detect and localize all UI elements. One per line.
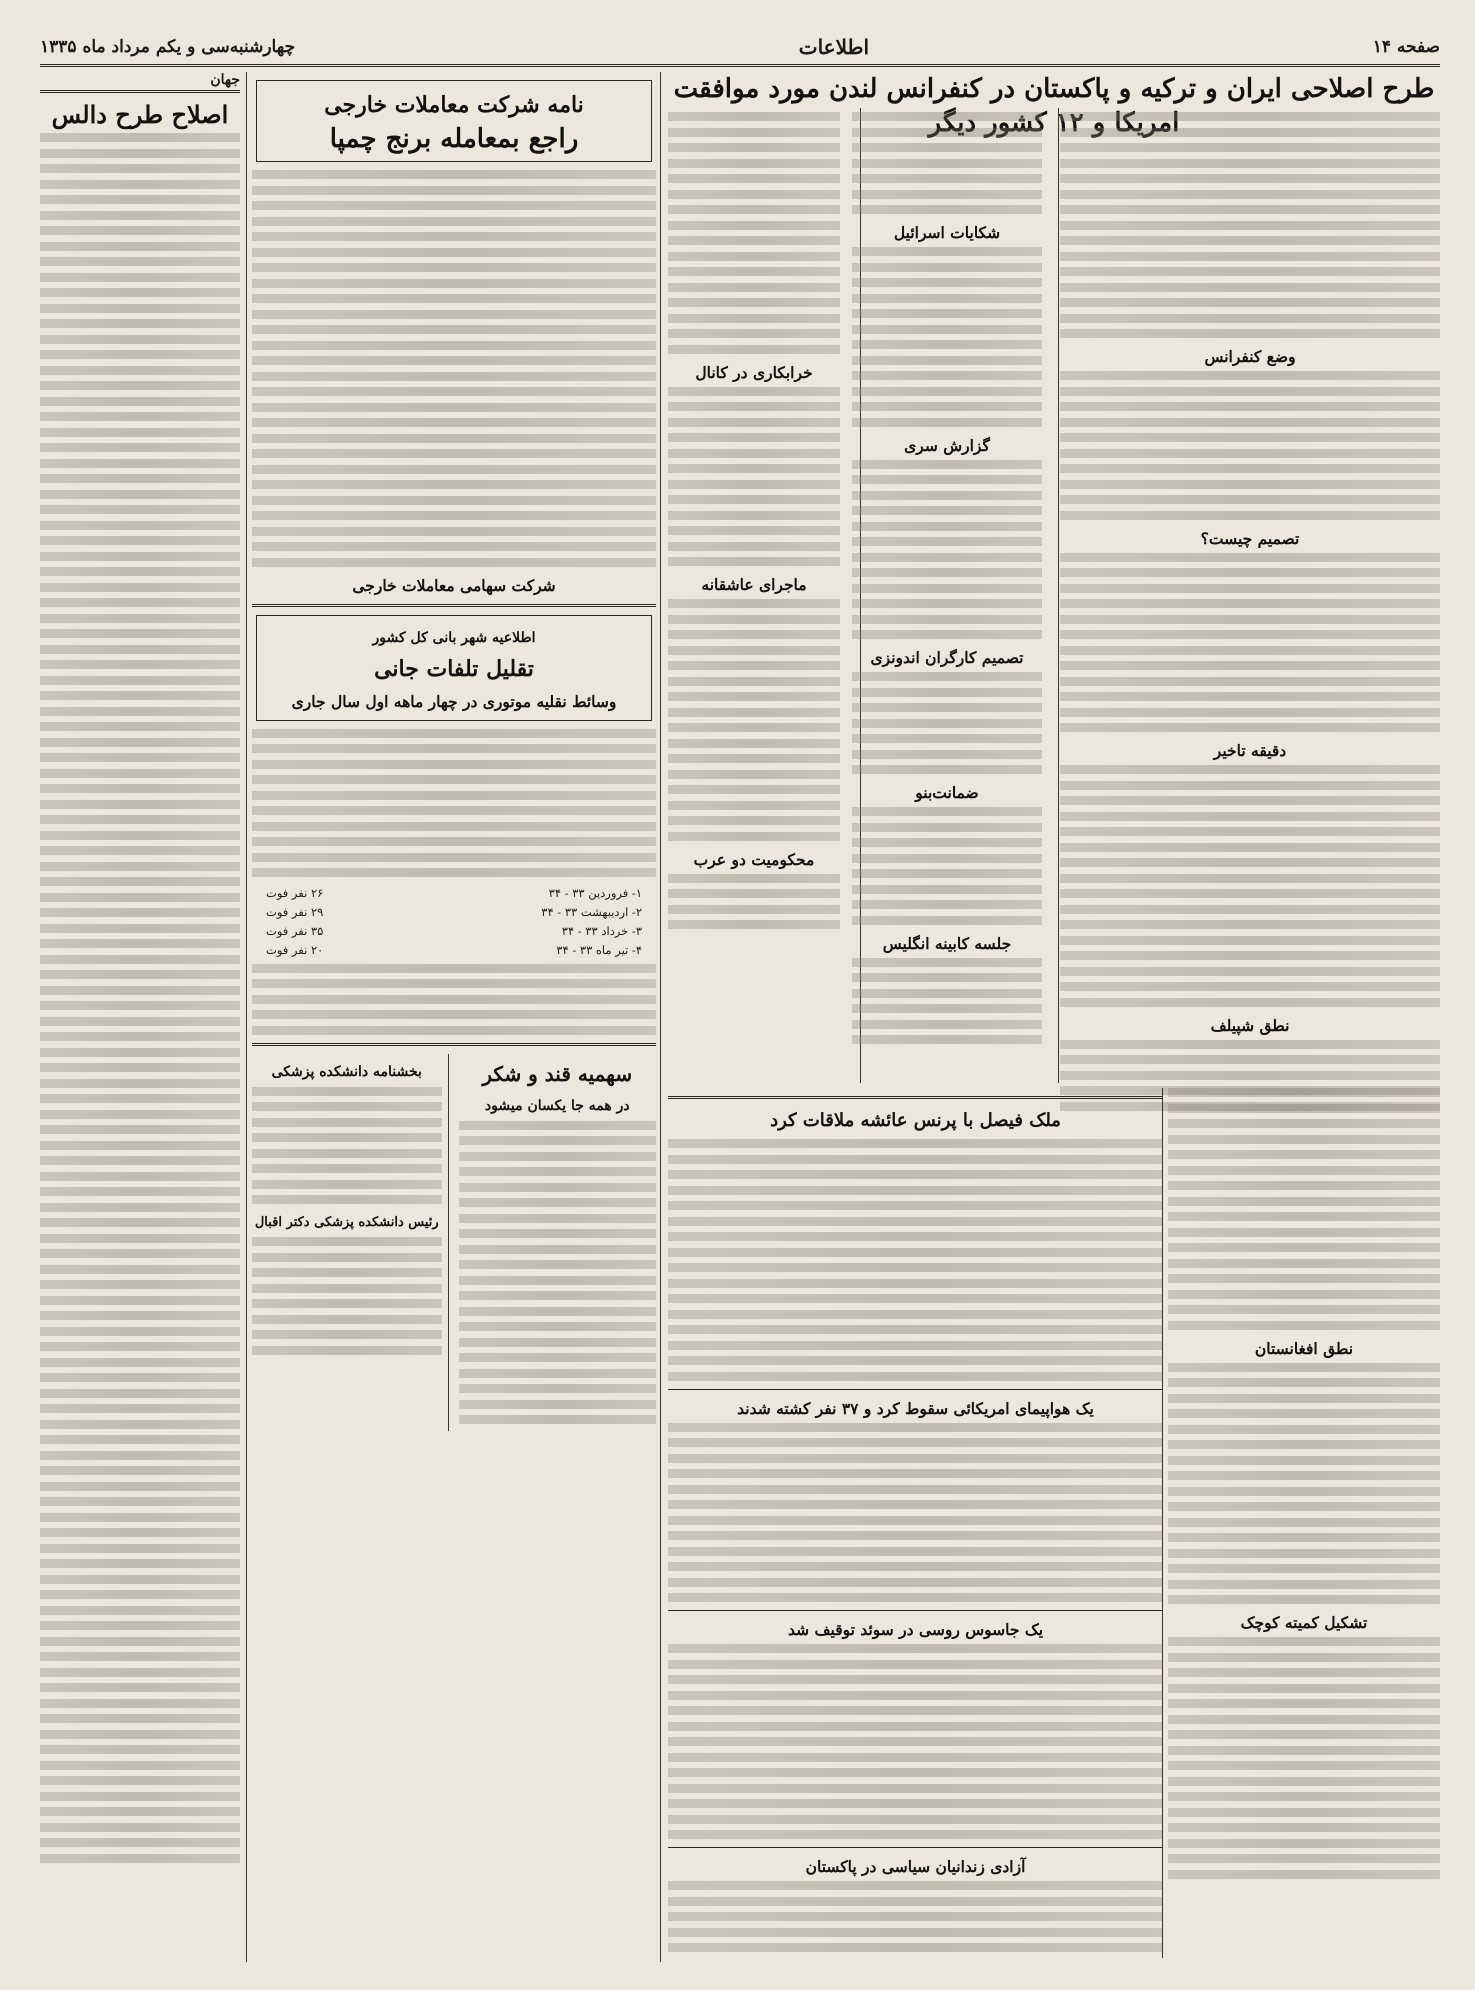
article-body: [459, 1121, 656, 1425]
casualty-headline: تقلیل تلفات جانی: [374, 655, 534, 682]
article-body: [668, 599, 840, 841]
article-body: [40, 133, 240, 1863]
column-rule: [246, 72, 247, 1962]
masthead: [40, 30, 1440, 67]
subhead-indonesia: تصمیم کارگران اندونزی: [870, 648, 1024, 667]
subhead-weak: ضمانت‌بنو: [915, 783, 979, 802]
paper-name: اطلاعات: [798, 35, 870, 59]
stat-label: ۲- اردیبهشت ۳۳ - ۳۴: [541, 904, 642, 919]
article-body: [1060, 553, 1440, 733]
sugar-headline-b: در همه جا یکسان میشود: [484, 1097, 630, 1114]
article-body: [1168, 1637, 1440, 1879]
news-block-lower: [668, 1088, 1163, 1958]
plane-headline: یک هواپیمای امریکائی سقوط کرد و ۳۷ نفر کشته شدند: [737, 1398, 1094, 1418]
article-body: [852, 247, 1042, 427]
spy-headline: یک جاسوس روسی در سوئد توقیف شد: [787, 1620, 1044, 1639]
article-body: [1168, 1088, 1440, 1330]
subhead-canal-ops: خرابکاری در کانال: [695, 362, 813, 382]
article-body: [252, 729, 656, 878]
subhead-committee: تشکیل کمیته کوچک: [1240, 1613, 1368, 1632]
foreign-trade-headline-a: نامه شرکت معاملات خارجی: [324, 92, 584, 118]
subhead-delay: دقیقه تاخیر: [1213, 741, 1287, 760]
foreign-trade-box: [256, 80, 652, 162]
left-column: [40, 72, 240, 1962]
stat-deaths: ۲۶ نفر فوت: [266, 885, 324, 900]
page-label: صفحه ۱۴: [1372, 37, 1440, 57]
column-rule: [660, 72, 661, 1962]
subhead-decision: تصمیم چیست؟: [1200, 528, 1300, 548]
article-body: [852, 460, 1042, 640]
world-section-label: جهان: [210, 72, 240, 88]
faisal-headline: ملک فیصل با پرنس عائشه ملاقات کرد: [770, 1110, 1061, 1131]
article-body: [1060, 112, 1440, 338]
article-body: [1168, 1363, 1440, 1605]
traffic-box: [256, 615, 652, 721]
dulles-headline: اصلاح طرح دالس: [51, 100, 229, 129]
main-headline: طرح اصلاحی ایران و ترکیه و پاکستان در کنفرانس لندن مورد موافقت امریکا و ۱۲ کشور دیگر: [673, 74, 1435, 138]
main-column-middle: [852, 112, 1042, 1112]
pakistan-headline: آزادی زندانیان سیاسی در پاکستان: [805, 1857, 1026, 1876]
article-body: [852, 807, 1042, 925]
stat-deaths: ۲۹ نفر فوت: [266, 904, 324, 919]
stat-deaths: ۳۵ نفر فوت: [266, 923, 324, 938]
monthly-stats: [252, 884, 656, 960]
subhead-afghan: نطق افغانستان: [1254, 1338, 1354, 1358]
news-block-lower-right: [1168, 1088, 1440, 1958]
article-body: [852, 958, 1042, 1045]
article-body: [668, 387, 840, 567]
stat-label: ۴- تیر ماه ۳۳ - ۳۴: [556, 942, 642, 957]
foreign-trade-co: شرکت سهامی معاملات خارجی: [352, 575, 556, 595]
stat-row: [252, 922, 656, 941]
lower-center-split: [252, 1054, 656, 1431]
article-body: [668, 1644, 1163, 1839]
center-column: [252, 72, 656, 1962]
sugar-article: [459, 1054, 656, 1431]
stat-label: ۳- خرداد ۳۳ - ۳۴: [561, 923, 642, 938]
subhead-cyprus: گزارش سری: [904, 435, 990, 455]
subhead-conference: وضع کنفرانس: [1204, 347, 1296, 366]
foreign-trade-headline-b: راجع بمعامله برنج چمپا: [329, 124, 579, 154]
article-body: [252, 170, 656, 567]
stat-deaths: ۲۰ نفر فوت: [266, 942, 324, 957]
main-column-left: [668, 112, 840, 1112]
subhead-british: جلسه کابینه انگلیس: [882, 933, 1012, 953]
police-notice: اطلاعیه شهر بانی کل کشور: [372, 629, 536, 646]
article-body: [668, 112, 840, 354]
stat-row: [252, 903, 656, 922]
subhead-shipping: نطق شپیلف: [1210, 1015, 1290, 1035]
sugar-headline-a: سهمیه قند و شکر: [482, 1061, 633, 1086]
circular-article: [252, 1054, 449, 1431]
article-body: [1060, 765, 1440, 1007]
date-line: چهارشنبه‌سی و یکم مرداد ماه ۱۳۳۵: [40, 37, 296, 57]
article-body: [252, 1237, 442, 1355]
main-story: [668, 72, 1440, 1122]
subhead-protest: محکومیت دو عرب: [693, 849, 815, 869]
article-body: [668, 1423, 1163, 1603]
article-body: [668, 1881, 1163, 1958]
stat-row: [252, 941, 656, 960]
article-body: [852, 112, 1042, 214]
article-body: [1060, 371, 1440, 520]
circular-headline: بخشنامه دانشکده پزشکی: [271, 1063, 422, 1080]
stat-row: [252, 884, 656, 903]
article-body: [668, 1139, 1163, 1381]
article-body: [252, 1087, 442, 1205]
article-body: [668, 874, 840, 930]
main-column-right: [1060, 112, 1440, 1112]
column-rule: [1162, 1088, 1163, 1958]
article-body: [252, 964, 656, 1035]
dean-signature: رئیس دانشکده پزشکی دکتر اقبال: [254, 1215, 439, 1230]
article-body: [852, 672, 1042, 774]
subhead-israel: شکایات اسرائیل: [893, 223, 1001, 242]
stat-label: ۱- فروردین ۳۳ - ۳۴: [548, 885, 642, 900]
subhead-arab: ماجرای عاشقانه: [701, 575, 807, 594]
vehicles-headline: وسائط نقلیه موتوری در چهار ماهه اول سال جاری: [291, 691, 617, 711]
